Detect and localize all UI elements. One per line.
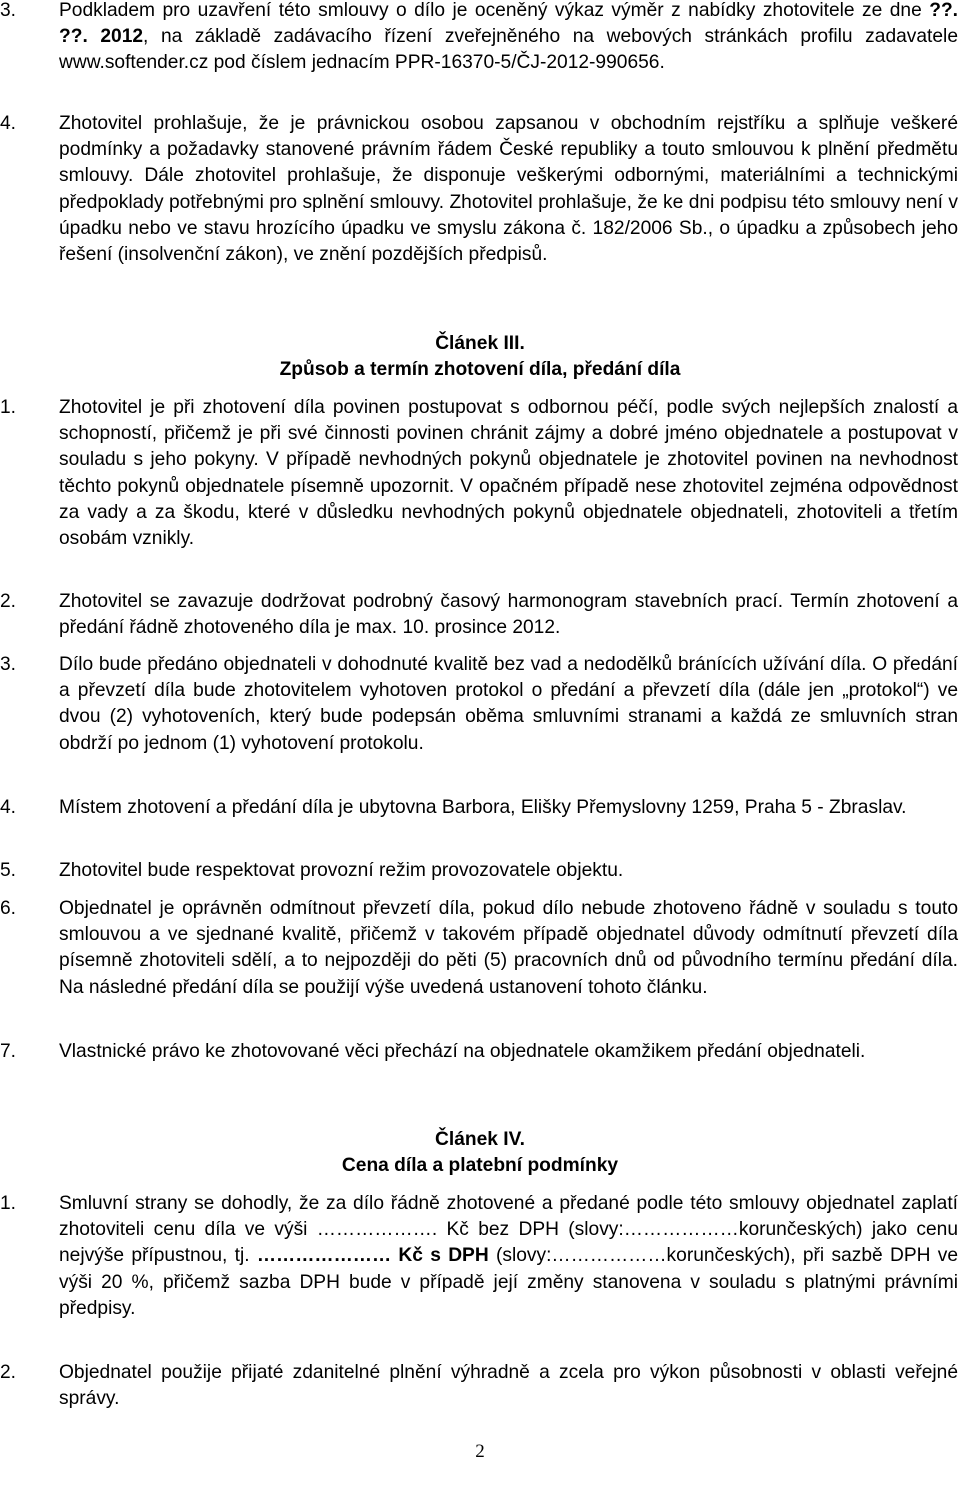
item-text: Zhotovitel je při zhotovení díla povinen postupovat s odbornou péčí, podle svých nejlepších znalostí a schopností, přičemž je při své činnosti povinen chránit zájmy a dobré jméno objednatele a postupovat v souladu s jeho pokyny. V případě nevhodných pokynů objednatele je zhotovitel povinen na nevhodnost těchto pokynů objednatele písemně upozornit. V opačném případě nese zhotovitel zejména odpovědnost za vady a za škodu, které v důsledku nevhodných pokynů objednatele objednateli, zhotoviteli a třetím osobám vznikly. xyxy=(59,397,958,550)
item-text-part: Smluvní strany se dohodly, že za dílo řádně zhotovené a předané podle této smlouvy objednatel zaplatí zhotoviteli cenu díla ve výši ………………. Kč bez DPH (slovy:………………korunčeských) jako cenu nejvýše přípustnou, tj. xyxy=(59,1193,958,1267)
item-text: Dílo bude předáno objednateli v dohodnuté kvalitě bez vad a nedodělků bránících užívání díla. O předání a převzetí díla bude zhotovitelem vyhotoven protokol o předání a převzetí díla (dále jen „protokol“) ve dvou (2) vyhotoveních, který bude podepsán oběma smluvními stranami a každá ze smluvních stran obdrží po jednom (1) vyhotovení protokolu. xyxy=(59,654,958,754)
item-number: 1. xyxy=(0,397,17,418)
item-text-part: , na základě zadávacího řízení zveřejněného na webových stránkách profilu zadavatele www.softender.cz pod číslem jednacím PPR-16370-5/ČJ-2012-990656. xyxy=(59,26,958,74)
article-3-item-1 xyxy=(0,395,958,552)
item-number: 3. xyxy=(0,0,17,21)
item-number: 3. xyxy=(0,654,17,675)
article-4-title: Článek IV. xyxy=(435,1129,525,1150)
item-number: 2. xyxy=(0,591,17,612)
offer-date: ??. ??. 2012 xyxy=(59,0,958,48)
top-item-4 xyxy=(0,111,958,268)
article-3-item-3 xyxy=(0,652,958,757)
item-text xyxy=(59,1191,958,1322)
item-text: Místem zhotovení a předání díla je ubytovna Barbora, Elišky Přemyslovny 1259, Praha 5 - Zbraslav. xyxy=(59,797,907,818)
item-number: 4. xyxy=(0,797,17,818)
article-3-item-5 xyxy=(0,858,958,884)
article-4-item-1 xyxy=(0,1191,958,1322)
item-text: Zhotovitel bude respektovat provozní režim provozovatele objektu. xyxy=(59,860,624,881)
page-number: 2 xyxy=(475,1441,485,1462)
item-number: 4. xyxy=(0,113,17,134)
item-text xyxy=(59,0,958,77)
article-3-subtitle: Způsob a termín zhotovení díla, předání díla xyxy=(279,359,681,380)
item-number: 2. xyxy=(0,1362,17,1383)
item-text: Zhotovitel prohlašuje, že je právnickou osobou zapsanou v obchodním rejstříku a splňuje veškeré podmínky a požadavky stanovené právním řádem České republiky a touto smlouvou k plnění předmětu smlouvy. Dále zhotovitel prohlašuje, že disponuje veškerými odbornými, materiálními a technickými předpoklady potřebnými pro splnění smlouvy. Zhotovitel prohlašuje, že ke dni podpisu této smlouvy není v úpadku nebo ve stavu hrozícího úpadku ve smyslu zákona č. 182/2006 Sb., o úpadku a způsobech jeho řešení (insolvenční zákon), ve znění pozdějších předpisů. xyxy=(59,113,958,266)
item-number: 7. xyxy=(0,1041,17,1062)
item-text: Objednatel je oprávněn odmítnout převzetí díla, pokud dílo nebude zhotoveno řádně v souladu s touto smlouvou a ve sjednané kvalitě, přičemž v takovém případě objednatel důvody odmítnutí převzetí díla písemně zhotoviteli sdělí, a to nejpozději do pěti (5) pracovních dnů od původního termínu předání díla. Na následné předání díla se použijí výše uvedená ustanovení tohoto článku. xyxy=(59,898,958,998)
article-4-subtitle: Cena díla a platební podmínky xyxy=(341,1155,619,1176)
price-with-vat: ………………… Kč s DPH xyxy=(256,1245,489,1267)
item-number: 1. xyxy=(0,1193,17,1214)
item-text: Vlastnické právo ke zhotovované věci přechází na objednatele okamžikem předání objednateli. xyxy=(59,1041,866,1062)
article-3-item-2 xyxy=(0,589,958,641)
article-3-item-6 xyxy=(0,896,958,1001)
item-number: 6. xyxy=(0,898,17,919)
item-text-part: (slovy:………………korunčeských), při sazbě DPH ve výši 20 %, přičemž sazba DPH bude v případě její změny stanovena v souladu s platnými právními předpisy. xyxy=(59,1245,959,1319)
article-4-item-2 xyxy=(0,1360,958,1412)
item-text: Zhotovitel se zavazuje dodržovat podrobný časový harmonogram stavebních prací. Termín zhotovení a předání řádně zhotoveného díla je max. 10. prosince 2012. xyxy=(59,591,958,639)
article-3-title: Článek III. xyxy=(435,333,525,354)
article-3-item-4 xyxy=(0,795,958,821)
top-item-3 xyxy=(0,0,958,77)
item-text-part: Podkladem pro uzavření této smlouvy o dílo je oceněný výkaz výměr z nabídky zhotovitele ze dne xyxy=(59,0,930,21)
item-number: 5. xyxy=(0,860,17,881)
article-3-item-7 xyxy=(0,1039,958,1065)
item-text: Objednatel použije přijaté zdanitelné plnění výhradně a zcela pro výkon působnosti v oblasti veřejné správy. xyxy=(59,1362,958,1410)
